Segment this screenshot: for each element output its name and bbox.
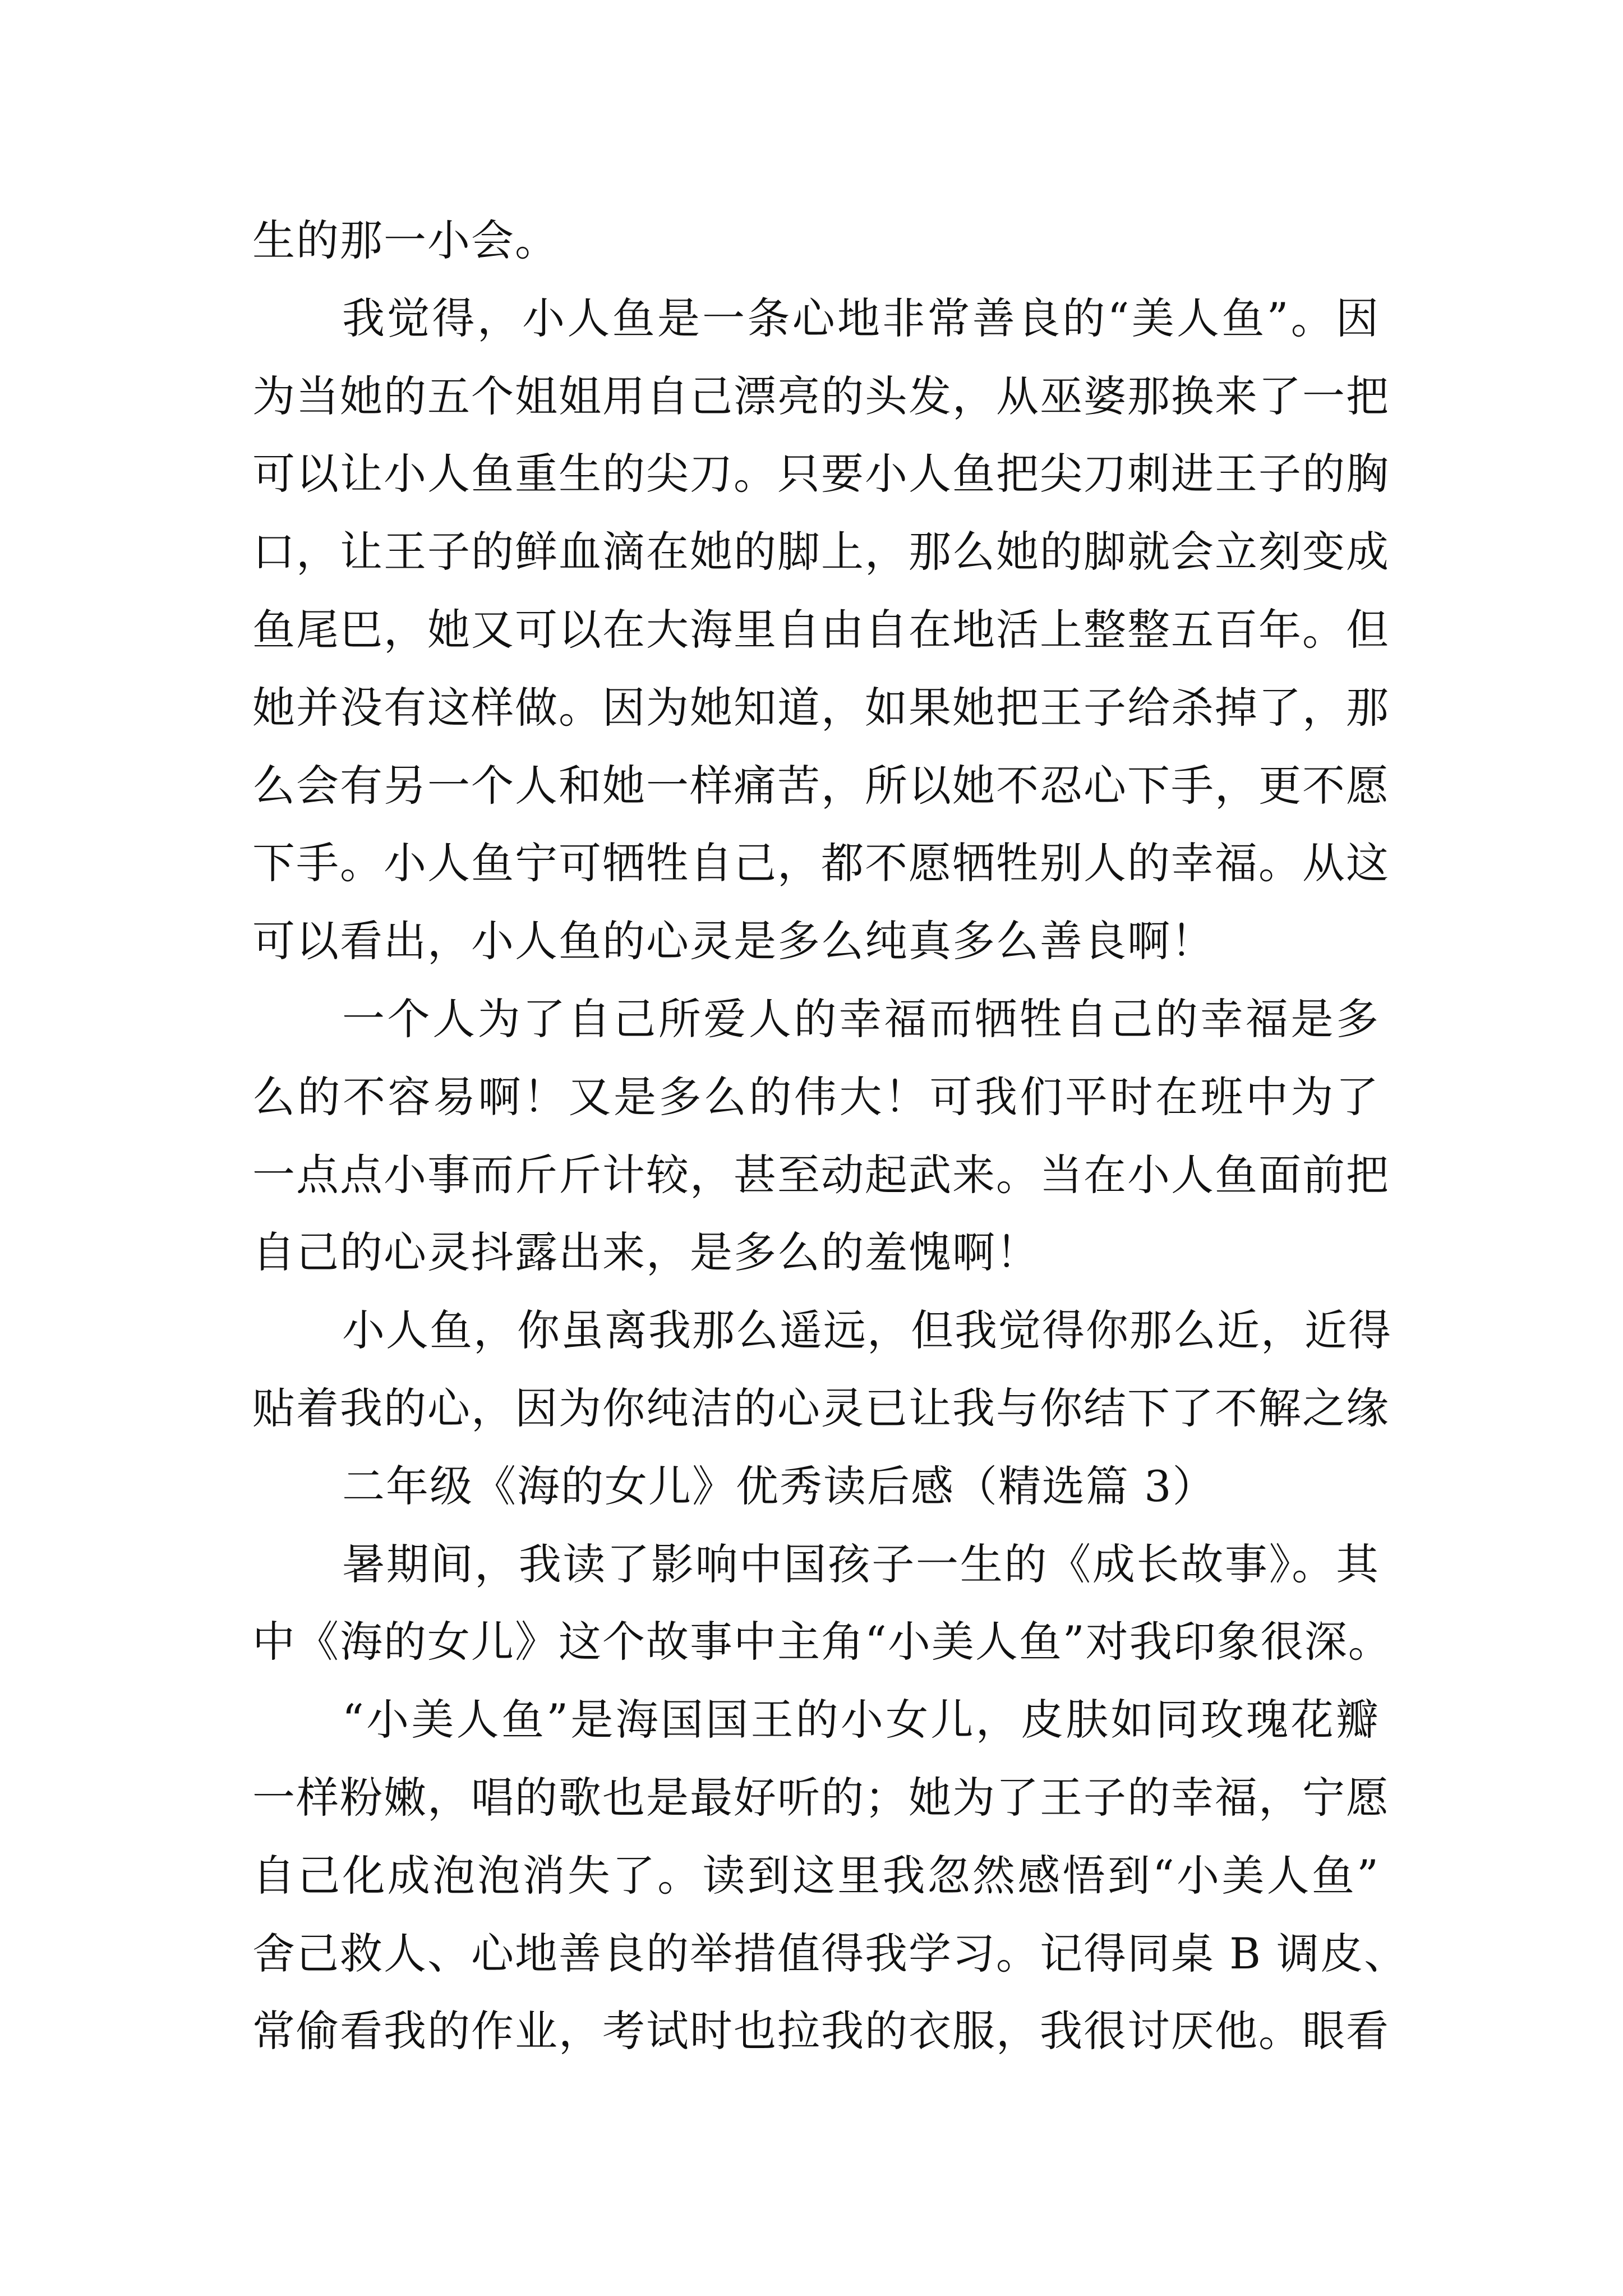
text-line: 可以让小人鱼重生的尖刀。只要小人鱼把尖刀刺进王子的胸: [252, 449, 1390, 499]
text-line: 一点点小事而斤斤计较，甚至动起武来。当在小人鱼面前把: [252, 1149, 1390, 1200]
text-line: 舍己救人、心地善良的举措值得我学习。记得同桌 B 调皮、: [252, 1928, 1408, 1978]
text-line: 一样粉嫩，唱的歌也是最好听的；她为了王子的幸福，宁愿: [252, 1772, 1390, 1823]
text-line: 么会有另一个人和她一样痛苦，所以她不忍心下手，更不愿: [252, 760, 1390, 811]
text-line: 为当她的五个姐姐用自己漂亮的头发，从巫婆那换来了一把: [252, 371, 1390, 421]
text-line: 小人鱼，你虽离我那么遥远，但我觉得你那么近，近得: [342, 1305, 1392, 1356]
text-line: “小美人鱼”是海国国王的小女儿，皮肤如同玫瑰花瓣: [342, 1695, 1380, 1745]
text-line: 贴着我的心，因为你纯洁的心灵已让我与你结下了不解之缘: [252, 1383, 1390, 1433]
text-line: 她并没有这样做。因为她知道，如果她把王子给杀掉了，那: [252, 682, 1390, 733]
text-line: 一个人为了自己所爱人的幸福而牺牲自己的幸福是多: [342, 993, 1380, 1044]
text-line: 下手。小人鱼宁可牺牲自己，都不愿牺牲别人的幸福。从这: [252, 838, 1390, 889]
text-line: 常偷看我的作业，考试时也拉我的衣服，我很讨厌他。眼看: [252, 2006, 1390, 2056]
text-line: 口，让王子的鲜血滴在她的脚上，那么她的脚就会立刻变成: [252, 527, 1390, 577]
text-line: 暑期间，我读了影响中国孩子一生的《成长故事》。其: [342, 1539, 1380, 1589]
text-line: 么的不容易啊！又是多么的伟大！可我们平时在班中为了: [252, 1071, 1380, 1122]
text-line: 自己的心灵抖露出来，是多么的羞愧啊！: [252, 1227, 1040, 1278]
text-line: 可以看出，小人鱼的心灵是多么纯真多么善良啊！: [252, 916, 1215, 967]
text-line: 中《海的女儿》这个故事中主角“小美人鱼”对我印象很深。: [252, 1617, 1392, 1667]
text-line: 鱼尾巴，她又可以在大海里自由自在地活上整整五百年。但: [252, 604, 1390, 655]
section-heading: 二年级《海的女儿》优秀读后感（精选篇 3）: [342, 1461, 1216, 1511]
text-line: 生的那一小会。: [252, 215, 559, 265]
text-line: 自己化成泡泡消失了。读到这里我忽然感悟到“小美人鱼”: [252, 1850, 1380, 1901]
text-line: 我觉得，小人鱼是一条心地非常善良的“美人鱼”。因: [342, 293, 1380, 343]
document-body: [252, 202, 1408, 2070]
